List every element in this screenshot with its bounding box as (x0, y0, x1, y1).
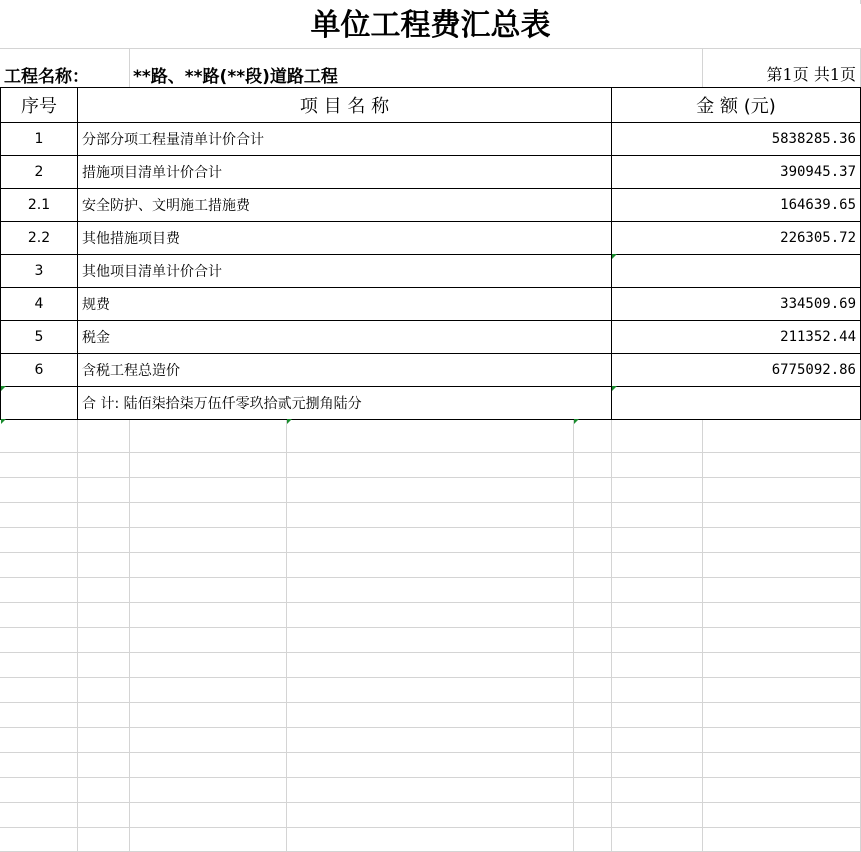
row-name-cell[interactable]: 措施项目清单计价合计 (78, 156, 612, 189)
row-seq-cell[interactable]: 2 (1, 156, 78, 189)
total-amount-in-words[interactable]: 合 计: 陆佰柒拾柒万伍仟零玖拾贰元捌角陆分 (78, 387, 612, 420)
row-amount-cell[interactable]: 226305.72 (612, 222, 861, 255)
table-row (1, 354, 861, 387)
row-amount-cell[interactable]: 390945.37 (612, 156, 861, 189)
project-name: **路、**路(**段)道路工程 (133, 67, 338, 87)
row-name-cell[interactable]: 其他措施项目费 (78, 222, 612, 255)
row-seq-cell[interactable]: 2.1 (1, 189, 78, 222)
header-name[interactable]: 项 目 名 称 (78, 88, 612, 123)
table-row (1, 156, 861, 189)
table-header-row (1, 88, 861, 123)
row-name-cell[interactable]: 其他项目清单计价合计 (78, 255, 612, 288)
row-amount-cell[interactable]: 5838285.36 (612, 123, 861, 156)
table-row (1, 189, 861, 222)
total-amount-cell[interactable] (612, 387, 861, 420)
header-seq[interactable]: 序号 (1, 88, 78, 123)
row-seq-cell[interactable]: 4 (1, 288, 78, 321)
table-row (1, 123, 861, 156)
cell-marker-icon (1, 386, 6, 391)
row-name-cell[interactable]: 税金 (78, 321, 612, 354)
row-amount-cell[interactable] (612, 255, 861, 288)
row-seq-cell[interactable]: 5 (1, 321, 78, 354)
row-seq-cell[interactable]: 6 (1, 354, 78, 387)
cell-marker-icon (1, 419, 6, 424)
cell-marker-icon (612, 386, 617, 391)
row-amount-cell[interactable]: 334509.69 (612, 288, 861, 321)
row-seq-cell[interactable]: 1 (1, 123, 78, 156)
row-seq-cell[interactable]: 2.2 (1, 222, 78, 255)
table-row (1, 255, 861, 288)
page-title: 单位工程费汇总表 (0, 4, 861, 48)
row-name-cell[interactable]: 规费 (78, 288, 612, 321)
total-seq-cell[interactable] (1, 387, 78, 420)
cell-marker-icon (612, 254, 617, 259)
table-row (1, 222, 861, 255)
row-seq-cell[interactable]: 3 (1, 255, 78, 288)
row-name-cell[interactable]: 分部分项工程量清单计价合计 (78, 123, 612, 156)
row-amount-cell[interactable]: 211352.44 (612, 321, 861, 354)
row-name-cell[interactable]: 含税工程总造价 (78, 354, 612, 387)
header-amount[interactable]: 金 额 (元) (612, 88, 861, 123)
row-name-cell[interactable]: 安全防护、文明施工措施费 (78, 189, 612, 222)
total-row (1, 387, 861, 420)
cell-marker-icon (287, 419, 292, 424)
row-amount-cell[interactable]: 6775092.86 (612, 354, 861, 387)
project-label: 工程名称： (4, 67, 89, 87)
table-row (1, 321, 861, 354)
cost-summary-table (0, 87, 861, 420)
cell-marker-icon (574, 419, 579, 424)
table-row (1, 288, 861, 321)
row-amount-cell[interactable]: 164639.65 (612, 189, 861, 222)
page-info: 第1页 共1页 (766, 65, 856, 84)
